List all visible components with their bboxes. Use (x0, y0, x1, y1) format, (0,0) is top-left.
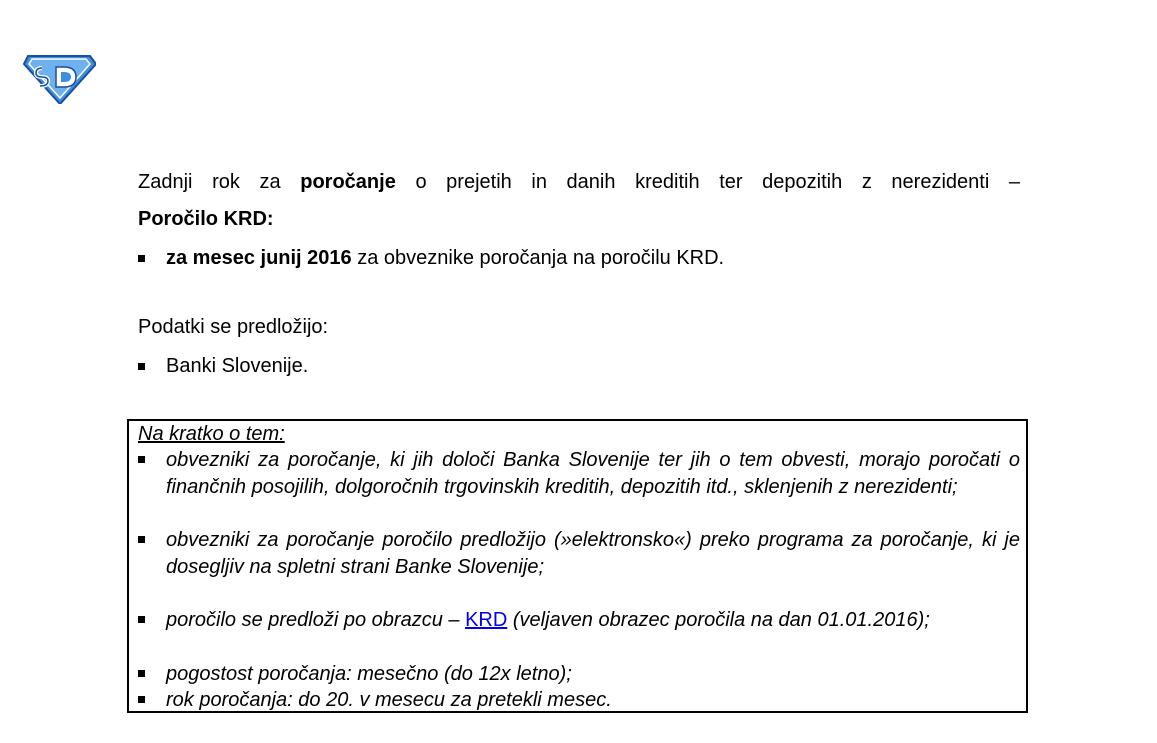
krd-form-link[interactable]: KRD (465, 609, 508, 631)
list-item (138, 687, 1020, 714)
box-item-text-after: (veljaven obrazec poročila na dan 01.01.2016); (507, 609, 930, 631)
box-item-text-with-link (166, 607, 1020, 634)
bullet-text: za obveznike poročanja na poročilu KRD. (351, 247, 725, 269)
box-item-text: pogostost poročanja: mesečno (do 12x letno); (166, 663, 572, 685)
info-box-title: Na kratko o tem: (138, 423, 285, 445)
bullet-square-icon (138, 456, 145, 463)
list-item (138, 607, 1020, 634)
box-item-text: rok poročanja: do 20. v mesecu za pretekli mesec. (166, 689, 612, 711)
list-item (138, 527, 1020, 580)
list-item (138, 447, 1020, 500)
bullet-bold-text: za mesec junij 2016 (166, 247, 352, 269)
intro-suffix: o prejetih in danih kreditih ter depozitih z nerezidenti – (415, 171, 1021, 193)
intro-prefix: Zadnji rok za (138, 171, 281, 193)
bullet-square-icon (138, 363, 145, 370)
shield-logo-icon (22, 50, 96, 104)
intro-bold-term: poročanje (300, 171, 396, 193)
podatki-heading: Podatki se predložijo: (138, 316, 329, 338)
bullet-square-icon (138, 255, 145, 262)
bullet-square-icon (138, 616, 145, 623)
bullet-square-icon (138, 670, 145, 677)
intro-line-2: Poročilo KRD: (138, 208, 274, 230)
box-item-text: obvezniki za poročanje, ki jih določi Banka Slovenije ter jih o tem obvesti, morajo poročati o finančnih posojilih, dolgoročnih trgovinskih kreditih, depozitih itd., sklenjenih z nerezidenti; (166, 449, 1020, 498)
bullet-square-icon (138, 536, 145, 543)
box-item-text: obvezniki za poročanje poročilo predložijo (»elektronsko«) preko programa za poročanje, ki je dosegljiv na spletni strani Banke Slovenije; (166, 529, 1020, 578)
company-logo (22, 50, 96, 104)
bullet-square-icon (138, 696, 145, 703)
podatki-item: Banki Slovenije. (166, 355, 309, 377)
box-item-text-before: poročilo se predloži po obrazcu – (166, 609, 466, 631)
intro-line-1 (138, 164, 1020, 201)
list-item (138, 661, 1020, 688)
